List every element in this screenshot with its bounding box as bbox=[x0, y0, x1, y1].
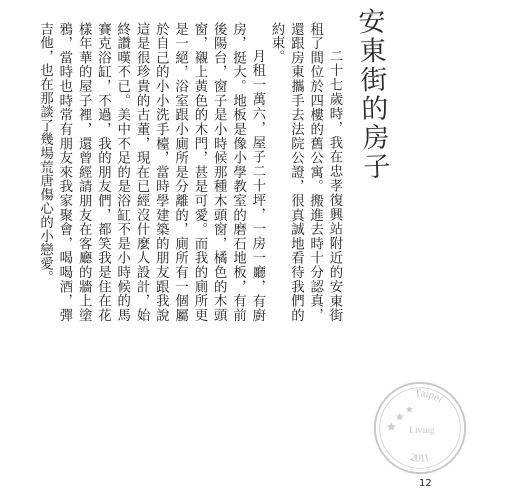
stamp-top-text: Taipei bbox=[414, 388, 445, 406]
taipei-living-stamp-icon bbox=[372, 380, 468, 476]
page-number: 12 bbox=[419, 478, 432, 489]
title-char: 子 bbox=[362, 151, 391, 184]
paragraph: 二十七歲時，我在忠孝復興站附近的安東街租了間位於四樓的舊公寓。搬進去時十分認真，還跟房東攜手去法院公證，很真誠地看待我們的約束。 bbox=[269, 22, 342, 322]
title-char: 安 bbox=[357, 6, 386, 39]
title-char: 街 bbox=[359, 64, 388, 97]
title-char: 東 bbox=[358, 35, 387, 68]
stamp-bottom-text: 2011 bbox=[409, 452, 431, 465]
title-char: 的 bbox=[360, 93, 389, 126]
title-char: 房 bbox=[361, 122, 390, 155]
chapter-title bbox=[341, 6, 406, 184]
stamp-middle-text: Living bbox=[409, 424, 435, 436]
paragraph: 月租一萬六，屋子二十坪，一房一廳，有廚房，挺大。地板是像小學教室的磨石地板，有前後陽台，窗子是小時候那種木頭窗，橘色的木頭窗，襯上黃色的木門，甚是可愛。而我的廁所更是一絕，浴室跟小廁所是分離的，廁所有一個屬於自己的小小洗手檯，當時學建築的朋友跟我說這是很珍貴的古董，現在已經沒什麼人設計，始終讚嘆不已。美中不足的是浴缸不是小時候的馬賽克浴缸，不過，我的朋友們，都笑我是住在花樣年華的屋子裡，還曾經請朋友在客廳的牆上塗鴉，當時也時常有朋友來我家聚會，喝喝酒，彈吉他，也在那談了幾場荒唐傷心的小戀愛。 bbox=[37, 22, 265, 322]
body-text bbox=[37, 22, 344, 322]
